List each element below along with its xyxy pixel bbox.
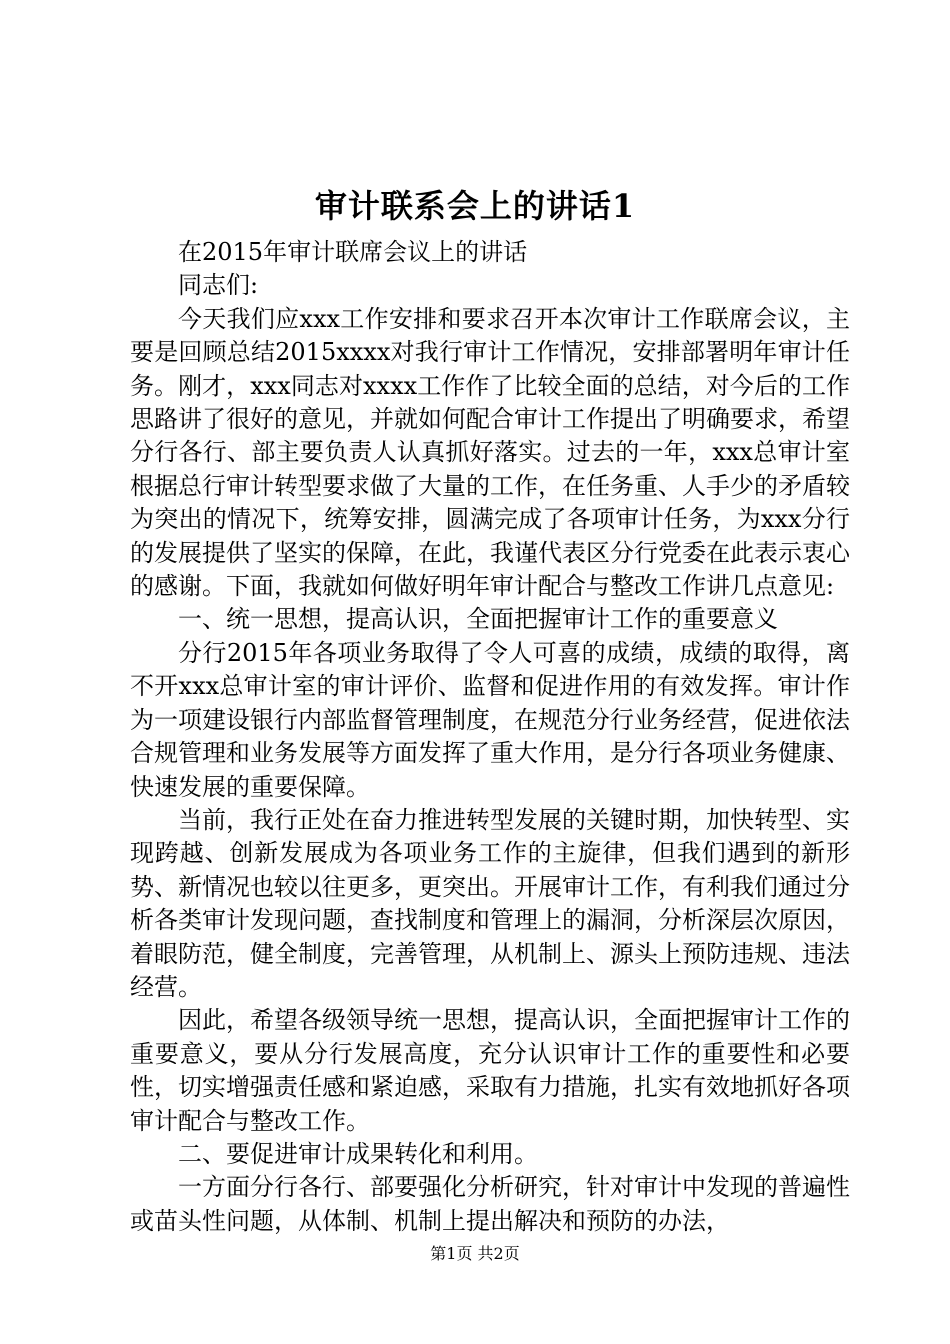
paragraph-salutation: 同志们: (178, 271, 259, 300)
paragraph: 一方面分行各行、部要强化分析研究，针对审计中发现的普遍性或苗头性问题，从体制、机制上提出解决和预防的办法， (130, 1173, 850, 1235)
page-footer: 第1页 共2页 (430, 1244, 520, 1263)
paragraph-heading: 在2015年审计联席会议上的讲话 (178, 238, 528, 266)
paragraph: 分行2015年各项业务取得了令人可喜的成绩，成绩的取得，离不开xxx总审计室的审计评价、监督和促进作用的有效发挥。审计作为一项建设银行内部监督管理制度，在规范分行业务经营，促进依法合规管理和业务发展等方面发挥了重大作用，是分行各项业务健康、快速发展的重要保障。 (130, 638, 850, 801)
section-heading-2: 二、要促进审计成果转化和利用。 (178, 1139, 538, 1168)
document-body (130, 236, 850, 1238)
paragraph: 当前，我行正处在奋力推进转型发展的关键时期，加快转型、实现跨越、创新发展成为各项业务工作的主旋律，但我们遇到的新形势、新情况也较以往更多，更突出。开展审计工作，有利我们通过分析各类审计发现问题，查找制度和管理上的漏洞，分析深层次原因，着眼防范，健全制度，完善管理，从机制上、源头上预防违规、违法经营。 (130, 805, 850, 1001)
paragraph-intro: 今天我们应xxx工作安排和要求召开本次审计工作联席会议，主要是回顾总结2015xxxx对我行审计工作情况，安排部署明年审计任务。刚才，xxx同志对xxxx工作作了比较全面的总结，对今后的工作思路讲了很好的意见，并就如何配合审计工作提出了明确要求，希望分行各行、部主要负责人认真抓好落实。过去的一年，xxx总审计室根据总行审计转型要求做了大量的工作，在任务重、人手少的矛盾较为突出的情况下，统筹安排，圆满完成了各项审计任务，为xxx分行的发展提供了坚实的保障，在此，我谨代表区分行党委在此表示衷心的感谢。下面，我就如何做好明年审计配合与整改工作讲几点意见: (130, 304, 850, 601)
paragraph: 因此，希望各级领导统一思想，提高认识，全面把握审计工作的重要意义，要从分行发展高度，充分认识审计工作的重要性和必要性，切实增强责任感和紧迫感，采取有力措施，扎实有效地抓好各项审计配合与整改工作。 (130, 1006, 850, 1135)
section-heading-1: 一、统一思想，提高认识，全面把握审计工作的重要意义 (178, 605, 778, 634)
document-title: 审计联系会上的讲话1 (314, 187, 636, 225)
